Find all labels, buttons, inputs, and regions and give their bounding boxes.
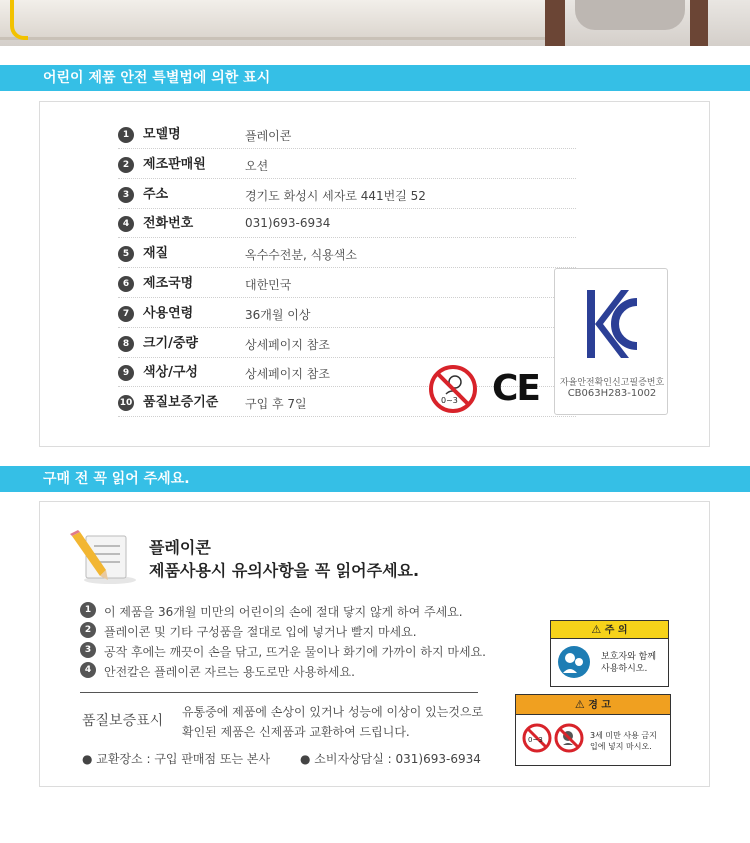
parent-child-icon — [557, 645, 591, 679]
row-label: 제조국명 — [143, 276, 194, 291]
row-number-badge: 1 — [118, 127, 134, 143]
row-number-badge: 3 — [118, 187, 134, 203]
row-label: 품질보증기준 — [143, 395, 219, 411]
age-prohibit-icon — [522, 723, 552, 753]
caution-header — [551, 621, 668, 639]
notice-text: 안전칼은 플레이콘 자르는 용도로만 사용하세요. — [104, 665, 355, 679]
photo-chair — [575, 0, 685, 30]
notice-number-badge: 4 — [80, 662, 96, 678]
caution-text-1: 보호자와 함께 — [601, 652, 657, 662]
age-mark-text: 0~3 — [441, 396, 458, 405]
notice-text: 이 제품을 36개월 미만의 어린이의 손에 절대 닿지 않게 하여 주세요. — [104, 605, 463, 619]
row-value: 상세페이지 참조 — [245, 367, 330, 382]
row-value: 031)693-6934 — [245, 216, 331, 231]
row-number-badge: 2 — [118, 157, 134, 173]
warning-text-2: 입에 넣지 마시오. — [590, 742, 652, 751]
row-number-badge: 9 — [118, 365, 134, 381]
warning-text-1: 3세 미만 사용 금지 — [590, 731, 657, 740]
photo-table-leg-left — [545, 0, 565, 46]
photo-yellow-cable — [10, 0, 28, 40]
info-row — [118, 119, 576, 149]
row-label: 재질 — [143, 246, 169, 262]
notice-number-badge: 3 — [80, 642, 96, 658]
age-restriction-icon — [428, 364, 478, 414]
row-label: 색상/구성 — [143, 365, 198, 381]
row-value: 상세페이지 참조 — [245, 337, 330, 352]
caution-label — [550, 620, 669, 687]
precaution-box — [39, 501, 710, 787]
warning-header — [516, 695, 670, 715]
kc-caption: 자율안전확인신고필증번호 — [559, 378, 665, 388]
kc-number: CB063H283-1002 — [567, 388, 657, 399]
warranty-line-1: 유통중에 제품에 손상이 있거나 성능에 이상이 있는것으로 — [182, 705, 484, 719]
warning-title: 경 고 — [588, 700, 612, 711]
row-label: 주소 — [143, 186, 169, 202]
warranty-line-2: 확인된 제품은 신제품과 교환하여 드립니다. — [182, 725, 410, 739]
info-row — [118, 208, 576, 238]
kc-certification-box — [554, 268, 668, 415]
notice-number-badge: 1 — [80, 602, 96, 618]
row-number-badge: 8 — [118, 336, 134, 352]
caution-title: 주 의 — [604, 625, 628, 636]
row-number-badge: 4 — [118, 216, 134, 232]
row-number-badge: 10 — [118, 395, 134, 411]
row-value: 플레이콘 — [245, 129, 292, 143]
section-safety-title: 어린이 제품 안전 특별법에 의한 표시 — [0, 65, 750, 91]
info-row — [118, 179, 576, 209]
row-number-badge: 6 — [118, 276, 134, 292]
warning-age-text: 0~3 — [528, 736, 543, 744]
row-value: 대한민국 — [245, 278, 292, 292]
row-number-badge: 5 — [118, 246, 134, 262]
row-label: 사용연령 — [143, 305, 194, 321]
row-value: 경기도 화성시 세자로 441번길 52 — [245, 188, 426, 203]
warning-triangle-icon: ⚠ — [591, 623, 602, 636]
row-label: 제조판매원 — [143, 156, 206, 172]
product-photo-strip — [0, 0, 750, 46]
row-value: 구입 후 7일 — [245, 397, 307, 412]
warning-triangle-icon-2: ⚠ — [574, 698, 585, 711]
section-read-before-title: 구매 전 꼭 읽어 주세요. — [0, 466, 750, 492]
info-row — [118, 238, 576, 268]
notice-text: 공작 후에는 깨끗이 손을 닦고, 뜨거운 물이나 화기에 가까이 하지 마세요. — [104, 645, 486, 659]
notice-text: 플레이콘 및 기타 구성품을 절대로 입에 넣거나 빨지 마세요. — [104, 625, 417, 639]
caution-text-2: 사용하시오. — [601, 664, 648, 674]
row-value: 오션 — [245, 158, 269, 173]
info-row — [118, 328, 576, 358]
row-label: 크기/중량 — [143, 335, 198, 351]
notice-number-badge: 2 — [80, 622, 96, 638]
warning-label — [515, 694, 671, 766]
row-label: 전화번호 — [143, 216, 194, 232]
notice-heading-product: 플레이콘 — [149, 538, 211, 557]
consumer-center: ● 소비자상담실 : 031)693-6934 — [300, 752, 481, 766]
exchange-location: ● 교환장소 : 구입 판매점 또는 본사 — [82, 752, 271, 766]
info-row — [118, 149, 576, 179]
ce-mark: CE — [492, 368, 540, 409]
notice-divider — [80, 692, 478, 693]
notepad-pencil-icon — [70, 530, 136, 586]
kc-logo-icon — [585, 288, 641, 360]
photo-table-leg-right — [690, 0, 708, 46]
warranty-label: 품질보증표시 — [82, 713, 164, 729]
notice-heading-subtitle: 제품사용시 유의사항을 꼭 읽어주세요. — [149, 561, 420, 580]
row-number-badge: 7 — [118, 306, 134, 322]
no-mouth-icon — [554, 723, 584, 753]
row-label: 모델명 — [143, 127, 181, 142]
row-value: 옥수수전분, 식용색소 — [245, 248, 357, 263]
info-row — [118, 298, 576, 328]
row-value: 36개월 이상 — [245, 307, 311, 322]
info-row — [118, 268, 576, 298]
photo-table-surface — [0, 0, 545, 40]
